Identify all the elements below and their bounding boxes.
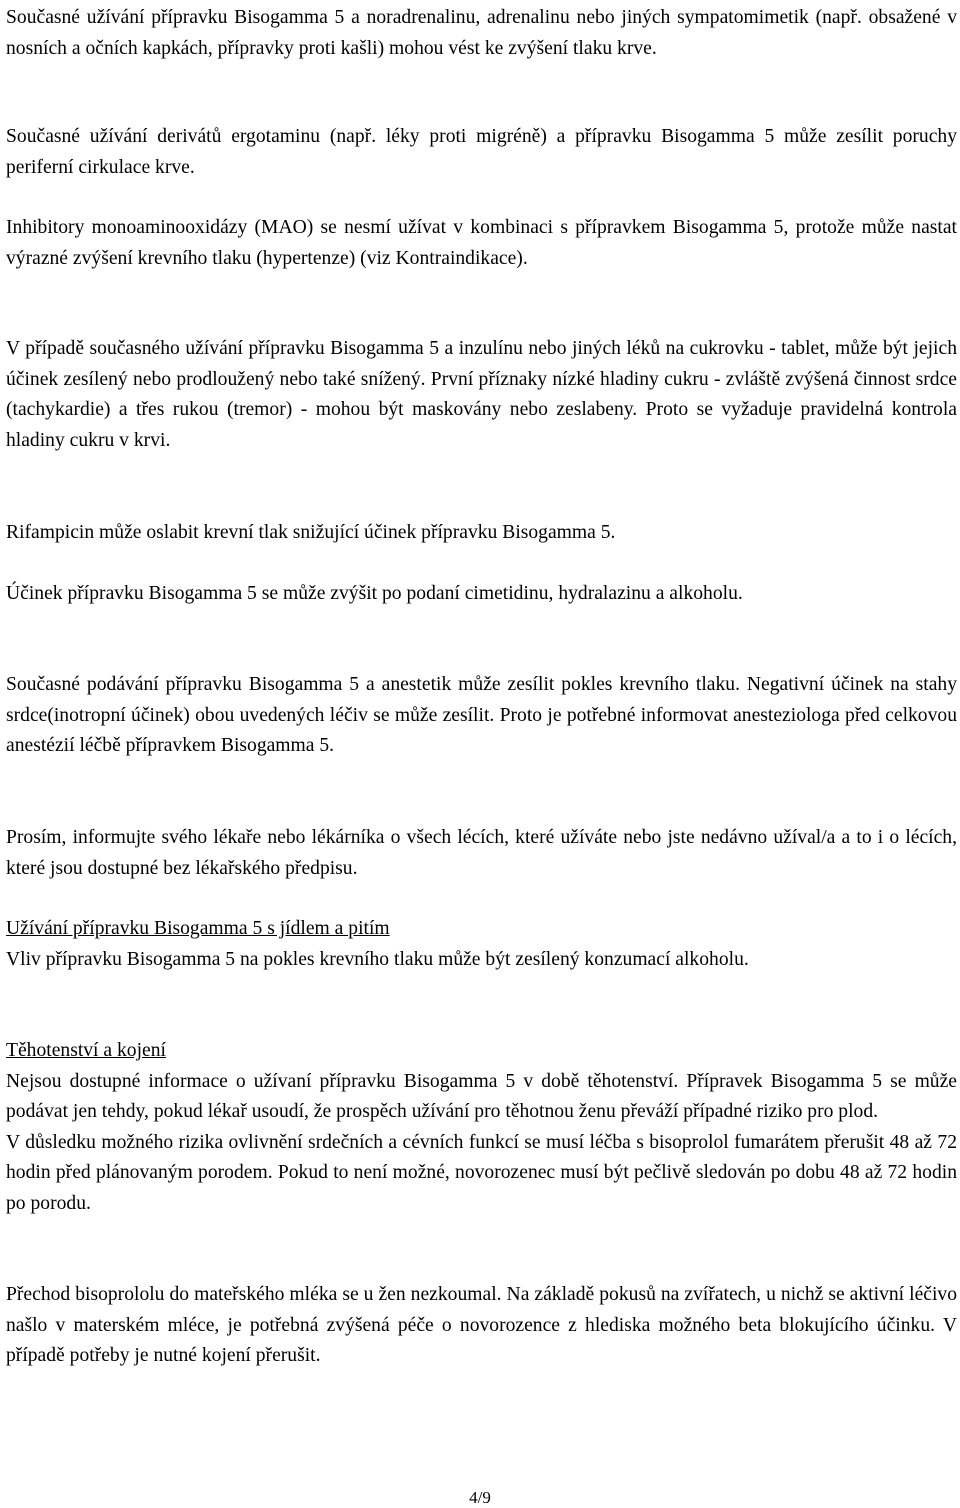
paragraph-mao-inhibitors: Inhibitory monoaminooxidázy (MAO) se nesmí užívat v kombinaci s přípravkem Bisogamma 5, protože může nastat výrazné zvýšení krevního tlaku (hypertenze) (viz Kontraindikace). — [6, 217, 957, 269]
page-number: 4/9 — [469, 1488, 491, 1507]
paragraph-cimetidine: Účinek přípravku Bisogamma 5 se může zvýšit po podaní cimetidinu, hydralazinu a alkoholu. — [6, 583, 743, 604]
paragraph-sympathomimetics: Současné užívání přípravku Bisogamma 5 a noradrenalinu, adrenalinu nebo jiných sympatomimetik (např. obsažené v nosních a očních kapkách, přípravky proti kašli) mohou vést ke zvýšení tlaku krve. — [6, 7, 957, 59]
paragraph-breastfeeding: Přechod bisoprololu do mateřského mléka se u žen nezkoumal. Na základě pokusů na zvířatech, u nichž se aktivní léčivo našlo v materském mléce, je potřebná zvýšená péče o novorozence z hlediska možného beta blokujícího účinku. V případě potřeby je nutné kojení přerušit. — [6, 1284, 957, 1366]
section-heading-food-drink: Užívání přípravku Bisogamma 5 s jídlem a pitím — [6, 918, 390, 939]
section-text-pregnancy-2: V důsledku možného rizika ovlivnění srdečních a cévních funkcí se musí léčba s bisoprolol fumarátem přerušit 48 až 72 hodin před plánovaným porodem. Pokud to není možné, novorozenec musí být pečlivě sledován po dobu 48 až 72 hodin po porodu. — [6, 1131, 957, 1214]
paragraph-rifampicin: Rifampicin může oslabit krevní tlak snižující účinek přípravku Bisogamma 5. — [6, 522, 616, 543]
section-food-drink — [6, 914, 957, 975]
section-text-pregnancy-1: Nejsou dostupné informace o užívaní přípravku Bisogamma 5 v době těhotenství. Přípravek Bisogamma 5 se může podávat jen tehdy, pokud lékař usoudí, že prospěch užívání pro těhotnou ženu převáží případné riziko pro plod. — [6, 1070, 957, 1122]
section-text-food-drink: Vliv přípravku Bisogamma 5 na pokles krevního tlaku může být zesílený konzumací alkoholu. — [6, 948, 749, 970]
paragraph-ergotamine: Současné užívání derivátů ergotaminu (např. léky proti migréně) a přípravku Bisogamma 5 může zesílit poruchy periferní cirkulace krve. — [6, 126, 957, 178]
paragraph-insulin: V případě současného užívání přípravku Bisogamma 5 a inzulínu nebo jiných léků na cukrovku - tablet, může být jejich účinek zesílený nebo prodloužený nebo také snížený. První příznaky nízké hladiny cukru - zvláště zvýšená činnost srdce (tachykardie) a třes rukou (tremor) - mohou být maskovány nebo zeslabeny. Proto se vyžaduje pravidelná kontrola hladiny cukru v krvi. — [6, 338, 957, 451]
section-pregnancy — [6, 1036, 957, 1219]
section-heading-pregnancy: Těhotenství a kojení — [6, 1040, 166, 1061]
paragraph-inform-doctor: Prosím, informujte svého lékaře nebo lékárníka o všech lécích, které užíváte nebo jste nedávno užíval/a a to i o lécích, které jsou dostupné bez lékařského předpisu. — [6, 827, 957, 879]
paragraph-anesthetics: Současné podávání přípravku Bisogamma 5 a anestetik může zesílit pokles krevního tlaku. Negativní účinek na stahy srdce(inotropní účinek) obou uvedených léčiv se může zesílit. Proto je potřebné informovat anesteziologa před celkovou anestézií léčbě přípravkem Bisogamma 5. — [6, 674, 957, 756]
